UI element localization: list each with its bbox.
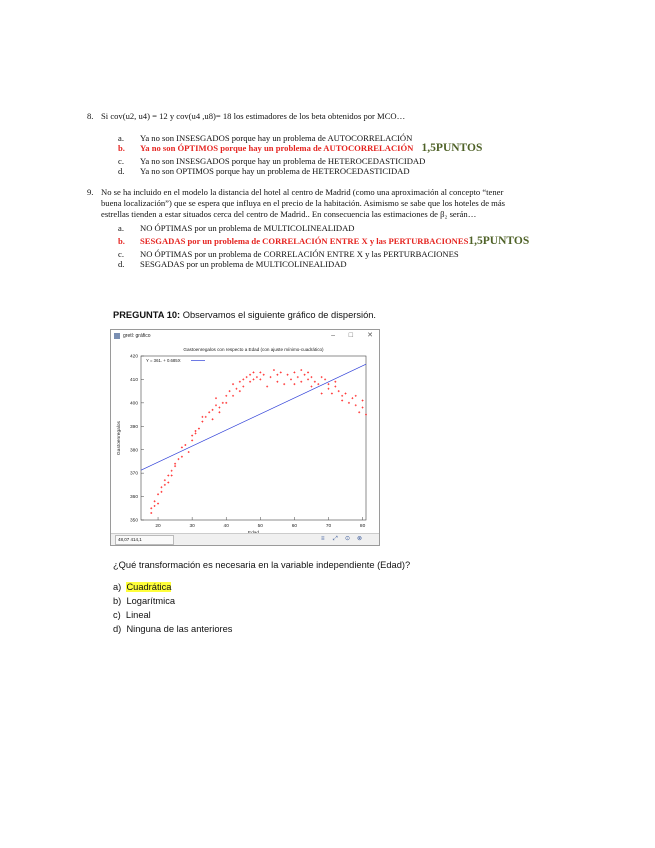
data-point: [191, 439, 193, 441]
data-point: [310, 385, 312, 387]
data-point: [195, 432, 197, 434]
question-text: Observamos el siguiente gráfico de dispersión.: [180, 310, 377, 320]
data-point: [348, 402, 350, 404]
data-point: [362, 400, 364, 402]
y-tick-label: 350: [129, 518, 138, 524]
data-point: [362, 407, 364, 409]
data-point: [321, 392, 323, 394]
data-point: [232, 383, 234, 385]
q10-option-a: a) Cuadrática: [113, 582, 172, 592]
data-point: [253, 378, 255, 380]
question-9: [87, 187, 577, 220]
data-point: [154, 500, 156, 502]
data-point: [178, 458, 180, 460]
legend-label: Y = 361. + 0.685X: [146, 358, 181, 363]
data-point: [287, 374, 289, 376]
data-point: [222, 402, 224, 404]
coordinate-readout: 48,07 414,1: [115, 535, 174, 545]
y-tick-label: 400: [129, 401, 138, 407]
data-point: [205, 416, 207, 418]
window-title: gretl: gráfico: [123, 333, 151, 339]
data-point: [263, 374, 265, 376]
data-point: [345, 392, 347, 394]
data-point: [276, 374, 278, 376]
data-point: [290, 378, 292, 380]
data-point: [355, 404, 357, 406]
data-point: [232, 395, 234, 397]
data-point: [358, 411, 360, 413]
data-point: [212, 409, 214, 411]
x-tick-label: 80: [359, 524, 366, 529]
data-point: [208, 411, 210, 413]
question-number: 8.: [87, 111, 94, 121]
data-point: [174, 465, 176, 467]
q9-option-b: b. SESGADAS por un problema de CORRELACIÓN ENTRE X y las PERTURBACIONES1,5PUNTOS: [118, 235, 530, 247]
gretl-graph-window: [110, 329, 380, 546]
data-point: [270, 376, 272, 378]
data-point: [365, 414, 367, 416]
scatter-chart: [111, 342, 379, 534]
data-point: [273, 369, 275, 371]
y-tick-label: 360: [129, 495, 138, 501]
data-point: [167, 482, 169, 484]
data-point: [351, 397, 353, 399]
data-point: [334, 381, 336, 383]
data-point: [304, 374, 306, 376]
q10-option-c: c) Lineal: [113, 610, 151, 620]
data-point: [259, 371, 261, 373]
data-point: [341, 400, 343, 402]
data-point: [341, 395, 343, 397]
data-point: [184, 444, 186, 446]
data-point: [164, 479, 166, 481]
y-tick-label: 390: [129, 424, 138, 430]
q9-option-a: a. NO ÓPTIMAS por un problema de MULTICOLINEALIDAD: [118, 223, 355, 233]
data-point: [300, 369, 302, 371]
close-graph-icon[interactable]: ⊗: [357, 536, 363, 542]
data-point: [249, 374, 251, 376]
data-point: [167, 474, 169, 476]
data-point: [317, 383, 319, 385]
data-point: [253, 371, 255, 373]
data-point: [307, 371, 309, 373]
data-point: [310, 376, 312, 378]
data-point: [150, 512, 152, 514]
data-point: [188, 451, 190, 453]
x-tick-label: 20: [155, 524, 161, 529]
y-tick-label: 380: [129, 448, 138, 454]
q8-option-c: c. Ya no son INSESGADOS porque hay un problema de HETEROCEDASTICIDAD: [118, 156, 426, 166]
question-text-line-3: estrellas tienden a estar situados cerca del centro de Madrid.. En consecuencia las estimaciones de β₂ serán…: [101, 209, 477, 219]
data-point: [242, 378, 244, 380]
plot-frame: [141, 356, 366, 520]
q9-option-c: c. NO ÓPTIMAS por un problema de CORRELACIÓN ENTRE X y las PERTURBACIONES: [118, 249, 459, 259]
chart-title: Gastoenregalos con respecto a Edad (con ajuste mínimo-cuadrático): [183, 347, 324, 352]
data-point: [266, 385, 268, 387]
q10-option-b: b) Logarítmica: [113, 596, 176, 606]
x-tick-label: 30: [189, 524, 195, 529]
y-tick-label: 370: [129, 471, 138, 477]
points-label: 1,5PUNTOS: [421, 142, 483, 154]
q8-option-a: a. Ya no son INSESGADOS porque hay un problema de AUTOCORRELACIÓN: [118, 133, 413, 143]
x-tick-label: 50: [257, 524, 263, 529]
data-point: [154, 505, 156, 507]
data-point: [246, 376, 248, 378]
window-titlebar: [111, 330, 379, 342]
data-point: [239, 390, 241, 392]
data-point: [229, 390, 231, 392]
data-point: [218, 407, 220, 409]
menu-icon[interactable]: ≡: [321, 536, 325, 542]
q9-option-d: d. SESGADAS por un problema de MULTICOLINEALIDAD: [118, 259, 347, 269]
data-point: [157, 493, 159, 495]
data-point: [164, 484, 166, 486]
data-point: [239, 381, 241, 383]
data-point: [324, 378, 326, 380]
data-point: [181, 456, 183, 458]
data-point: [157, 503, 159, 505]
data-point: [201, 416, 203, 418]
data-point: [225, 395, 227, 397]
data-point: [171, 474, 173, 476]
data-point: [259, 378, 261, 380]
points-label: 1,5PUNTOS: [468, 235, 530, 247]
search-icon[interactable]: ⊙: [345, 536, 351, 542]
data-point: [198, 428, 200, 430]
data-point: [171, 470, 173, 472]
status-bar: [111, 533, 379, 545]
question-number: 9.: [87, 187, 94, 197]
data-point: [338, 390, 340, 392]
data-point: [328, 383, 330, 385]
data-point: [215, 404, 217, 406]
x-tick-label: 60: [291, 524, 298, 529]
maximize-button[interactable]: □: [348, 332, 353, 339]
question-label: PREGUNTA 10:: [113, 310, 181, 320]
data-point: [314, 381, 316, 383]
data-point: [160, 491, 162, 493]
data-point: [235, 388, 237, 390]
y-axis-label: Gastoenregalos: [117, 421, 122, 455]
data-point: [201, 421, 203, 423]
data-point: [334, 385, 336, 387]
question-text: Si cov(u2, u4) = 12 y cov(u4 ,u8)= 18 los estimadores de los beta obtenidos por MCO…: [101, 111, 406, 121]
minimize-button[interactable]: –: [331, 332, 335, 339]
data-point: [256, 376, 258, 378]
data-point: [331, 392, 333, 394]
data-point: [212, 418, 214, 420]
data-point: [160, 486, 162, 488]
gretl-app-icon: [114, 333, 120, 339]
highlighted-answer: Cuadrática: [126, 582, 172, 592]
data-point: [307, 378, 309, 380]
data-point: [242, 385, 244, 387]
data-point: [293, 383, 295, 385]
data-point: [181, 446, 183, 448]
data-point: [191, 435, 193, 437]
question-10-text: ¿Qué transformación es necesaria en la variable independiente (Edad)?: [113, 560, 411, 570]
data-point: [355, 395, 357, 397]
x-tick-label: 40: [223, 524, 229, 529]
data-point: [225, 402, 227, 404]
question-text-line-1: No se ha incluido en el modelo la distancia del hotel al centro de Madrid (como una aproximación al concepto “tener: [101, 187, 504, 197]
data-point: [328, 388, 330, 390]
y-tick-label: 420: [129, 354, 138, 360]
data-point: [280, 371, 282, 373]
y-tick-label: 410: [129, 378, 138, 384]
data-point: [215, 397, 217, 399]
data-point: [297, 376, 299, 378]
data-point: [283, 383, 285, 385]
q10-option-d: d) Ninguna de las anteriores: [113, 624, 233, 634]
question-text-line-2: buena localización”) que se espera que influya en el precio de la habitación. Asimismo se sabe que los hoteles de más: [101, 198, 506, 208]
data-point: [293, 371, 295, 373]
question-10-heading: [113, 310, 376, 320]
x-tick-label: 70: [325, 524, 332, 529]
data-point: [218, 411, 220, 413]
data-point: [276, 381, 278, 383]
data-point: [195, 430, 197, 432]
q8-option-d: d. Ya no son OPTIMOS porque hay un problema de HETEROCEDASTICIDAD: [118, 166, 410, 176]
zoom-icon[interactable]: ⤢: [333, 536, 338, 542]
data-point: [249, 381, 251, 383]
q8-option-b: b. Ya no son ÓPTIMOS porque hay un problema de AUTOCORRELACIÓN 1,5PUNTOS: [118, 142, 483, 154]
data-point: [300, 381, 302, 383]
close-button[interactable]: ✕: [367, 332, 373, 339]
data-point: [174, 463, 176, 465]
data-point: [321, 376, 323, 378]
data-point: [150, 507, 152, 509]
